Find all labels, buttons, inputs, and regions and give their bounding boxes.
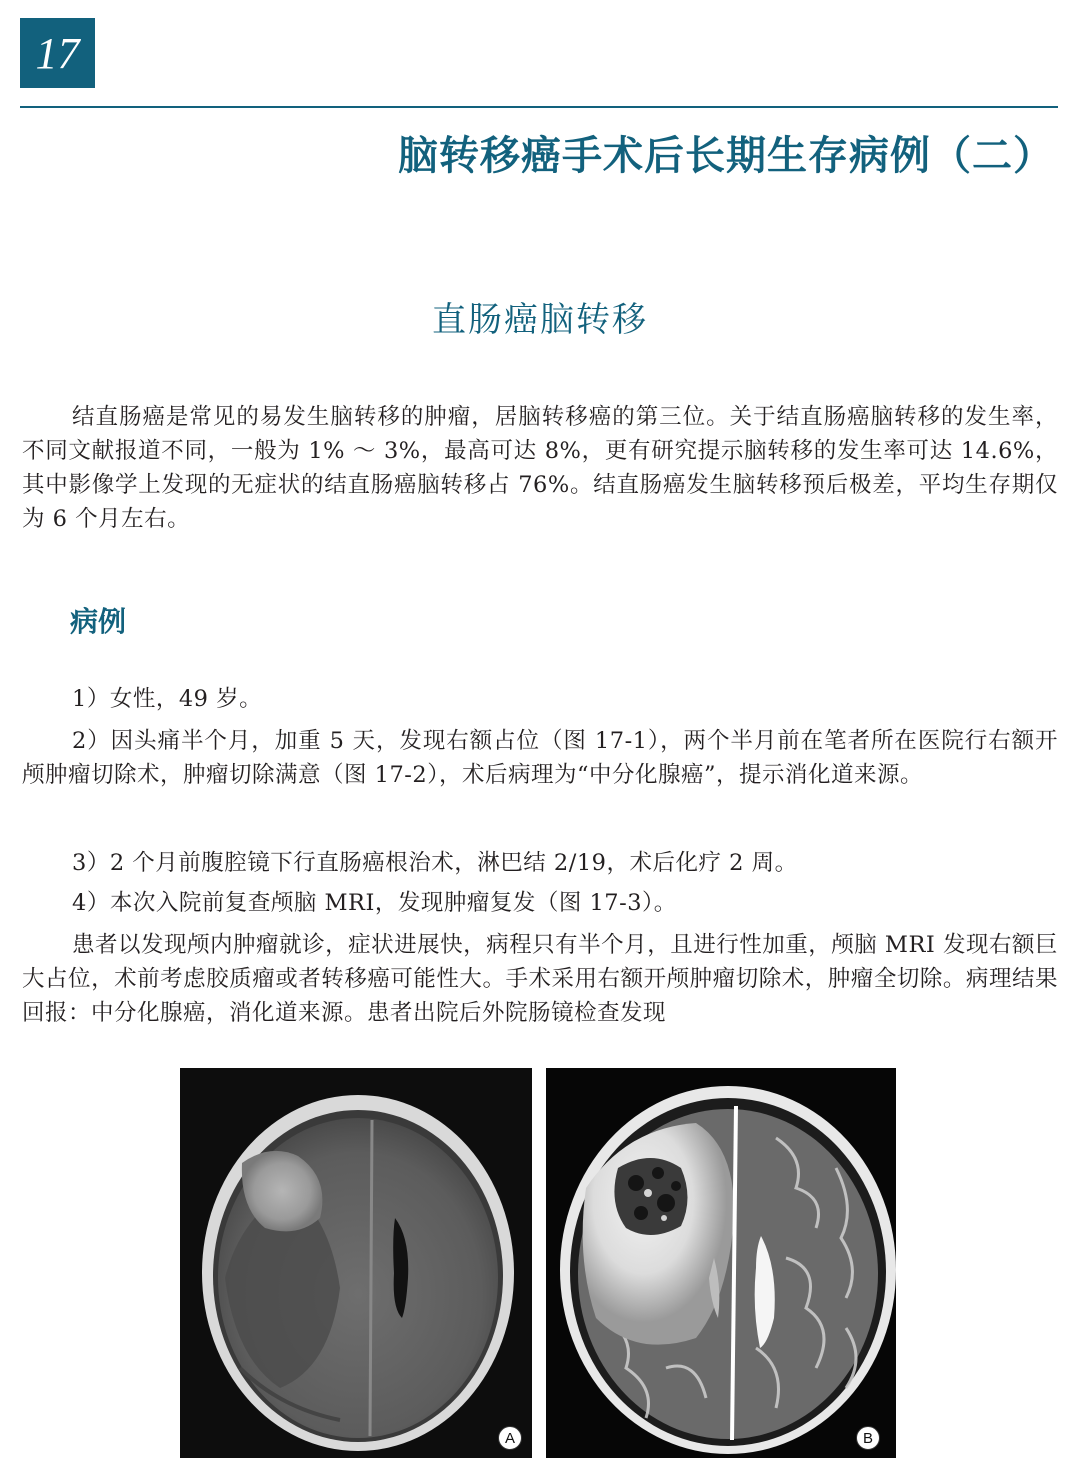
chapter-title: 脑转移癌手术后长期生存病例（二） [398, 132, 1054, 179]
figure-label-a: A [498, 1426, 522, 1450]
section-title: 直肠癌脑转移 [432, 300, 648, 340]
header-rule [20, 106, 1058, 108]
case-heading: 病例 [70, 605, 127, 638]
chapter-number: 17 [35, 28, 80, 78]
discussion-paragraph: 患者以发现颅内肿瘤就诊，症状进展快，病程只有半个月，且进行性加重，颅脑 MRI 发现右额巨大占位，术前考虑胶质瘤或者转移癌可能性大。手术采用右额开颅肿瘤切除术，肿瘤全切除。病理结果回报：中分化腺癌，消化道来源。患者出院后外院肠镜检查发现 [22, 932, 1058, 1026]
case-item-1: 1）女性，49 岁。 [72, 686, 263, 712]
case-item-2: 2）因头痛半个月，加重 5 天，发现右额占位（图 17-1），两个半月前在笔者所在医院行右额开颅肿瘤切除术，肿瘤切除满意（图 17-2），术后病理为“中分化腺癌”，提示消化道来源。 [22, 728, 1058, 788]
case-item-4: 4）本次入院前复查颅脑 MRI，发现肿瘤复发（图 17-3）。 [72, 890, 677, 916]
chapter-number-badge [20, 18, 95, 88]
figure-ct-scan [180, 1068, 532, 1458]
ct-scan-image [180, 1068, 532, 1458]
figure-label-b: B [856, 1426, 880, 1450]
intro-paragraph: 结直肠癌是常见的易发生脑转移的肿瘤，居脑转移癌的第三位。关于结直肠癌脑转移的发生率，不同文献报道不同，一般为 1% ～ 3%，最高可达 8%，更有研究提示脑转移的发生率可达 14.6%，其中影像学上发现的无症状的结直肠癌脑转移占 76%。结直肠癌发生脑转移预后极差，平均生存期仅为 6 个月左右。 [22, 404, 1058, 532]
case-item-3: 3）2 个月前腹腔镜下行直肠癌根治术，淋巴结 2/19，术后化疗 2 周。 [72, 850, 798, 876]
figure-mri-scan [546, 1068, 896, 1458]
mri-scan-image [546, 1068, 896, 1458]
